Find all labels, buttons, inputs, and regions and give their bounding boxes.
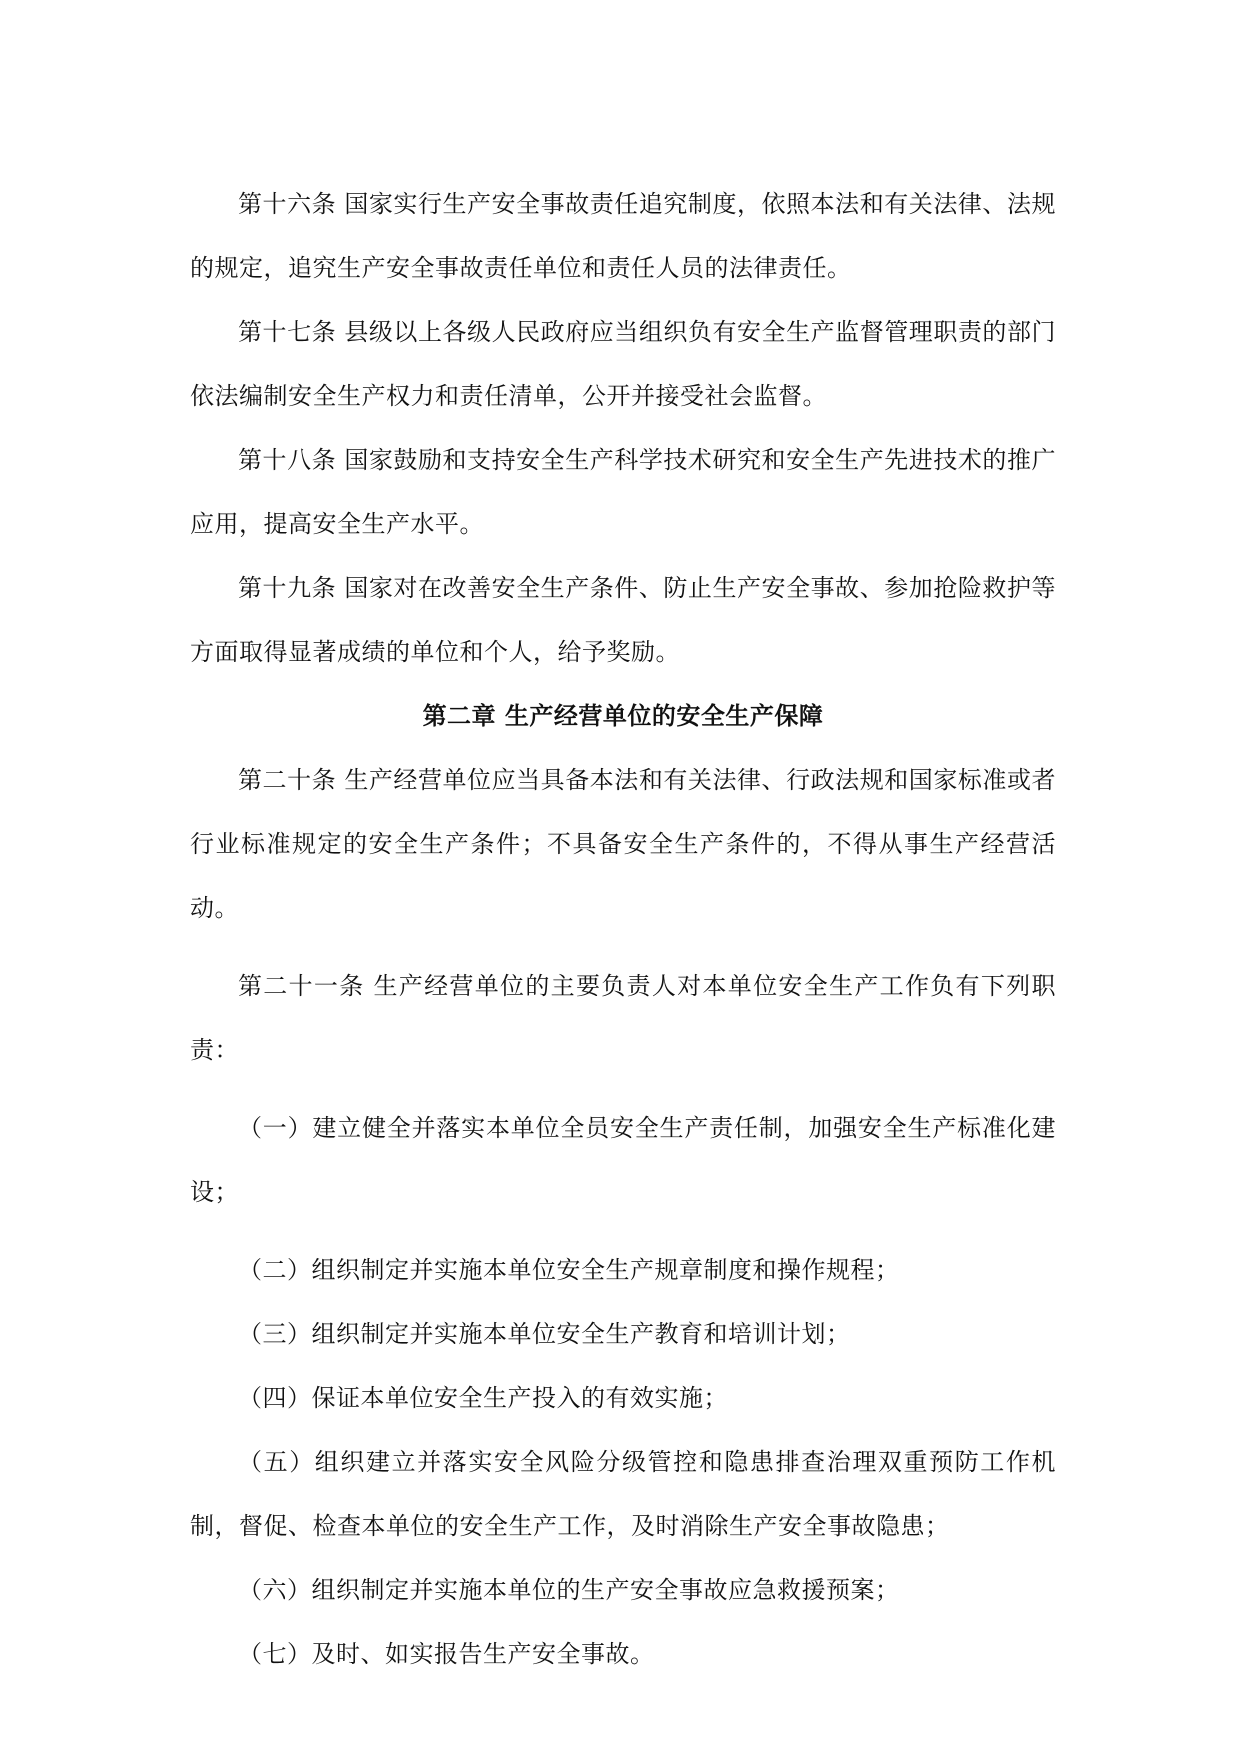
duty-item-5: （五）组织建立并落实安全风险分级管控和隐患排查治理双重预防工作机制，督促、检查本单位的安全生产工作，及时消除生产安全事故隐患； — [190, 1448, 1056, 1540]
duty-item-2: （二）组织制定并实施本单位安全生产规章制度和操作规程； — [238, 1256, 900, 1284]
article-19: 第十九条 国家对在改善安全生产条件、防止生产安全事故、参加抢险救护等方面取得显著成绩的单位和个人，给予奖励。 — [190, 574, 1056, 666]
document-body — [190, 172, 1056, 1686]
duty-item-3: （三）组织制定并实施本单位安全生产教育和培训计划； — [238, 1320, 851, 1348]
article-20: 第二十条 生产经营单位应当具备本法和有关法律、行政法规和国家标准或者行业标准规定的安全生产条件；不具备安全生产条件的，不得从事生产经营活动。 — [190, 766, 1056, 922]
article-16: 第十六条 国家实行生产安全事故责任追究制度，依照本法和有关法律、法规的规定，追究生产安全事故责任单位和责任人员的法律责任。 — [190, 190, 1056, 282]
article-17: 第十七条 县级以上各级人民政府应当组织负有安全生产监督管理职责的部门依法编制安全生产权力和责任清单，公开并接受社会监督。 — [190, 318, 1056, 410]
spacer — [190, 940, 1056, 954]
spacer — [190, 1224, 1056, 1238]
article-21: 第二十一条 生产经营单位的主要负责人对本单位安全生产工作负有下列职责： — [190, 972, 1056, 1064]
article-18: 第十八条 国家鼓励和支持安全生产科学技术研究和安全生产先进技术的推广应用，提高安全生产水平。 — [190, 446, 1056, 538]
chapter-heading: 第二章 生产经营单位的安全生产保障 — [422, 701, 824, 730]
spacer — [190, 1082, 1056, 1096]
duty-item-6: （六）组织制定并实施本单位的生产安全事故应急救援预案； — [238, 1576, 900, 1604]
duty-item-4: （四）保证本单位安全生产投入的有效实施； — [238, 1384, 728, 1412]
duty-item-7: （七）及时、如实报告生产安全事故。 — [238, 1640, 655, 1668]
duty-item-1: （一）建立健全并落实本单位全员安全生产责任制，加强安全生产标准化建设； — [190, 1114, 1056, 1206]
